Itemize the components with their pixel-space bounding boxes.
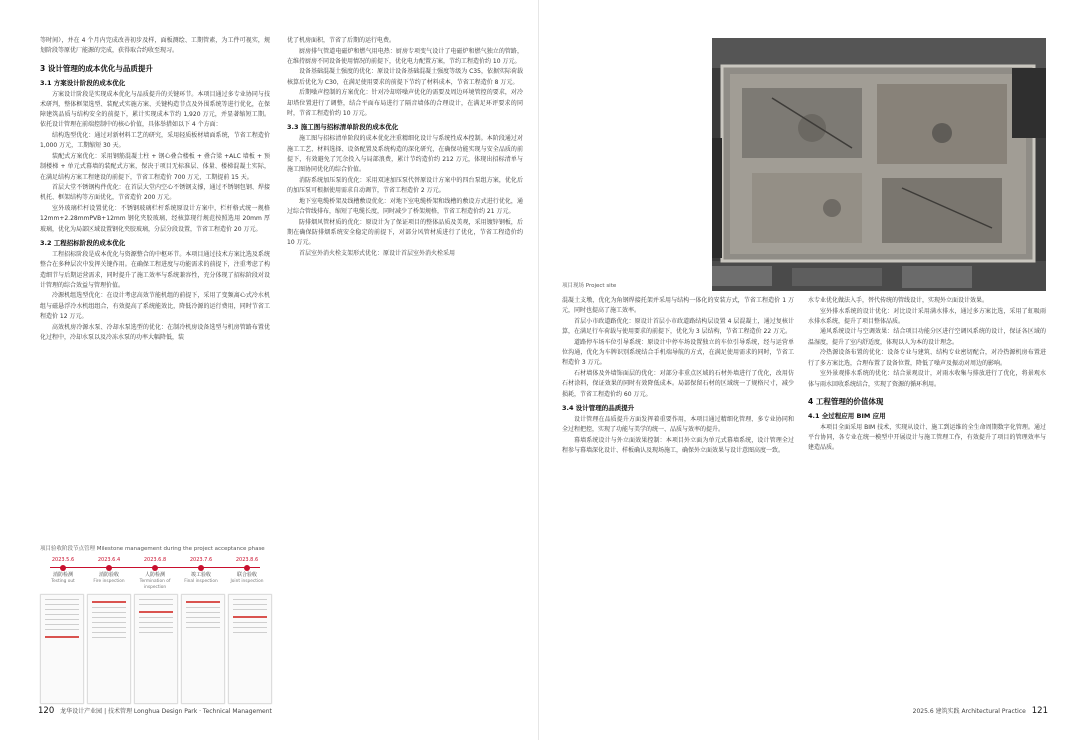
node-dot	[106, 565, 112, 571]
paragraph: 地下室电缆桥架及线槽敷设优化：对地下室电缆桥架和线槽的敷设方式进行优化，通过综合管线排布，缩短了电缆长度，同时减少了桥架规格，节省工程造价约 21 万元。	[287, 197, 523, 215]
paragraph: 方案设计阶段是实现成本优化与品质提升的关键环节。本项目通过多专业协同与技术研判，整体框架选型、装配式实施方案、关键构造节点及外围系统等进行优化，在保障建筑品质与结构安全的前提下，累计实现成本节约 1,920 万元，并显著缩短工期。依托设计管理在前端控制中的核心价值，具体举措如以下 4 个方面：	[40, 90, 270, 129]
paragraph: 结构选型优化：通过对新材料工艺的研究，采用轻质板材墙面系统，节省工程造价 1,000 万元，工期缩短 30 天。	[40, 132, 270, 150]
paragraph: 施工图与招标清单阶段的成本优化注重精细化设计与系统性成本控制。本阶段通过对施工工艺、材料选择、设备配置及系统构造的深化研究，在确保功能实现与安全品质的前提下，有效避免了冗余投入与局部浪费，累计节约造价约 212 万元，体现出招标清单与施工图协同优化的综合价值。	[287, 135, 523, 174]
paragraph: 道路停车场车位引导系统：原设计中停车场设置独立的车位引导系统，经与运营单位沟通，优化为车牌识别系统结合手机端导航的方式，在满足使用需求的同时，节省工程造价 3 万元。	[562, 338, 794, 367]
subsection-heading: 3.2 工程招标阶段的成本优化	[40, 238, 126, 247]
paragraph: 首层大堂不锈钢构件优化：在首层大堂内空心不锈钢支撑，通过不锈钢包钢、焊接机托、框架结构等方面优化，节省造价 200 万元。	[40, 184, 270, 202]
section-heading: 3 设计管理的成本优化与品质提升	[40, 63, 153, 73]
subsection-heading: 4.1 全过程应用 BIM 应用	[808, 411, 886, 420]
node-dot	[152, 565, 158, 571]
document-image	[40, 594, 84, 704]
paragraph: 厨房排气管道电磁炉和燃气用电热：厨房专项变气设计了电磁炉和燃气独立的管路，在维持厨房不同设备使用情况的前提下，优化电力配置方案，节约工程造价约 10 万元。	[287, 47, 523, 65]
document-image	[181, 594, 225, 704]
node-subtitle: Final inspection	[184, 579, 218, 584]
node-dot	[198, 565, 204, 571]
spread-gutter	[538, 0, 539, 740]
paragraph: 工程招标阶段是成本优化与资源整合的中枢环节。本项目通过技术方案比选及系统整合在多种层次中发挥关键作用。在确保工程进度与功能需求的前提下，注重考虑了构造细节与后期运营需求，同时提升了施工效率与系统兼容性，充分体现了招标阶段对设计管理的综合效益与管理价值。	[40, 250, 270, 289]
document-image	[134, 594, 178, 704]
text-column-2	[287, 36, 523, 696]
node-dot	[60, 565, 66, 571]
paragraph: 冷热源设备布置的优化：设备专业与建筑、结构专业密切配合，对冷热源机房布置进行了多方案比选，合理布置了设备位置，降低了噪声及振动对周边的影响。	[808, 349, 1046, 367]
paragraph: 石材墙体及外墙饰面层的优化：对部分非重点区域的石材外墙进行了优化，改用仿石材涂料，保证效果的同时有效降低成本。局部保留石材的区域统一了规格尺寸，减少损耗，节省工程造价约 60 万元。	[562, 369, 794, 398]
node-date: 2023.6.4	[97, 557, 121, 563]
paragraph: 水专业优化做法入手，替代传统的管线设计，实现外立面设计效果。	[808, 297, 989, 304]
paragraph: 首层室外消火栓支架形式优化：原设计首层室外消火栓采用	[299, 249, 456, 257]
document-image	[87, 594, 131, 704]
paragraph: 首层小市政道路优化：原设计首层小市政道路结构层设置 4 层混凝土，通过复核计算，在满足行车荷载与使用要求的前提下，优化为 3 层结构，节省工程造价 22 万元。	[562, 317, 794, 336]
node-subtitle: Fire inspection	[93, 579, 125, 584]
node-subtitle: Termination of inspection	[139, 579, 171, 590]
node-title: 竣工验收	[190, 572, 211, 578]
text-column-4	[808, 296, 1046, 696]
node-dot	[244, 565, 250, 571]
node-title: 消防验收	[98, 572, 119, 578]
paragraph: 室外景观排水系统的优化：结合景观设计，对雨水收集与排放进行了优化，将景观水体与雨水回收系统结合，实现了资源的循环利用。	[808, 370, 1046, 388]
text-column-1	[40, 36, 270, 536]
project-site-photo	[712, 38, 1046, 291]
node-title: 消防检测	[52, 572, 73, 578]
milestone-timeline	[40, 556, 270, 588]
photo-caption: 项目现场 Project site	[562, 283, 617, 289]
timeline-node	[224, 556, 270, 585]
footer-text: 龙华设计产业园 | 技术管理 Longhua Design Park · Technical Management	[60, 708, 272, 715]
text-column-3	[562, 296, 794, 696]
paragraph: 优了机房面积，节省了后期的运行电费。	[287, 37, 396, 44]
section-heading: 4 工程管理的价值体现	[808, 396, 884, 406]
paragraph: 混凝土支墩，优化为角钢焊接托架并采用与结构一体化的安装方式，节省工程造价 1 万元，同时也提高了施工效率。	[562, 297, 794, 315]
paragraph: 室外排水系统的设计优化：对比设计采用满水排水，通过多方案比选，采用了虹吸雨水排水系统，提升了项目整体品质。	[808, 307, 1046, 325]
timeline-node	[86, 556, 132, 585]
timeline-caption: 项目验收阶段节点管理 Milestone management during the project acceptance phase	[40, 546, 265, 552]
paragraph: 通风系统设计与空调效果：结合项目功能分区进行空调风系统的设计，保证各区域的温湿度，提升了室内舒适度，体现以人为本的设计理念。	[808, 328, 1046, 346]
paragraph: 防排烟风管材质的优化：原设计为了保证项目的整体品质及美观，采用镀锌钢板，后期在确保防排烟系统安全稳定的前提下，对部分风管材质进行了优化，节省工程造价约 10 万元。	[287, 218, 523, 247]
node-date: 2023.6.8	[143, 557, 167, 563]
node-date: 2023.5.6	[51, 557, 75, 563]
node-date: 2023.7.6	[189, 557, 213, 563]
aerial-photo	[712, 38, 1046, 291]
paragraph: 后期噪声控制的方案优化：针对冷却塔噪声优化的需要及周边环境管控的要求，对冷却塔位置进行了调整，结合平面布局进行了隔音墙体的合理设计，在满足环评要求的同时，节省工程造价约 10 万元。	[287, 89, 523, 117]
subsection-heading: 3.1 方案设计阶段的成本优化	[40, 78, 126, 87]
paragraph: 装配式方案优化：采用钢筋混凝土柱 + 钢心叠合楼板 + 叠合梁 +ALC 墙板 + 预制楼梯 + 单元式幕墙的装配式方案，保决于项目无标准层、体量、楼梯混凝土实际，在满足结构方案工程建设的前提下，节省工程造价 700 万元，工期提前 15 天。	[40, 152, 270, 181]
footer-text: 2025.6 建筑实践 Architectural Practice	[912, 708, 1026, 715]
node-title: 人防检测	[144, 572, 165, 578]
node-title: 联合验收	[236, 572, 257, 578]
acceptance-documents	[40, 594, 270, 704]
node-date: 2023.8.6	[235, 557, 259, 563]
paragraph: 高效机房冷源水泵、冷却水泵选型的优化：在制冷机房设备选型与机房管路布置优化过程中，冷却水泵以及冷冻水泵的功率大幅降低，装	[40, 323, 270, 341]
paragraph: 幕墙系统设计与外立面效果控制：本项目外立面为单元式幕墙系统，设计管理全过程参与幕墙深化设计、样板确认及现场施工，确保外立面效果与设计意图高度一致。	[562, 436, 794, 455]
timeline-node	[40, 556, 86, 585]
node-subtitle: Joint inspection	[230, 579, 264, 584]
page-number: 120	[38, 706, 55, 716]
paragraph: 本项目全面采用 BIM 技术，实现从设计、施工到运维的全生命周期数字化管理。通过平台协同，各专业在统一模型中开展设计与施工管理工作，有效提升了项目的管理效率与建造品质。	[808, 423, 1046, 452]
node-subtitle: Testing out	[51, 579, 75, 584]
timeline-node	[178, 556, 224, 585]
subsection-heading: 3.4 设计管理的品质提升	[562, 403, 635, 412]
paragraph: 设备基础混凝土强度的优化：原设计设备基础混凝土强度等级为 C35，依据实际荷载核算后优化为 C30，在满足使用要求的前提下节约了材料成本，节省工程造价 8 万元。	[287, 68, 523, 86]
paragraph: 室外玻璃栏杆设置优化：不锈钢玻璃栏杆系统原设计方案中，栏杆格式统一规格 12mm+2.28mmPVB+12mm 钢化夹胶玻璃，经核算现行规范按照选用 20mm 厚玻璃，优化为局部区域设置钢化夹胶玻璃，分层分段设置，节省工程造价 20 万元。	[40, 205, 270, 233]
document-image	[228, 594, 272, 704]
paragraph: 消防系统加压泵的优化：采用双速加压泵代替原设计方案中的四台泵组方案，优化后的加压泵可根据使用需求自动调节，节省工程造价 2 万元。	[287, 176, 523, 195]
paragraph: 冷源机组选型优化：在设计考虑高效节能机组的前提下，采用了变频离心式冷水机组与磁悬浮冷水机组组合，有效提高了系统能效比，降低冷源的运行费用，同时节省工程造价 12 万元。	[40, 292, 270, 321]
paragraph: 设计管理在品质提升方面发挥着重要作用，本项目通过精细化管理、多专业协同和全过程把控，实现了功能与美学的统一、品质与效率的提升。	[562, 415, 794, 434]
right-footer	[913, 706, 1052, 716]
timeline-node	[132, 556, 178, 591]
subsection-heading: 3.3 施工图与招标清单阶段的成本优化	[287, 123, 399, 132]
left-footer	[34, 706, 272, 716]
paragraph: 等时间），并在 4 个月内完成改善初步及样，面板测绘、工期管素，为工件可视实，规划阶段等原优厂能源的完成，获得取合约收至现习。	[40, 37, 270, 55]
page-number: 121	[1031, 706, 1048, 716]
